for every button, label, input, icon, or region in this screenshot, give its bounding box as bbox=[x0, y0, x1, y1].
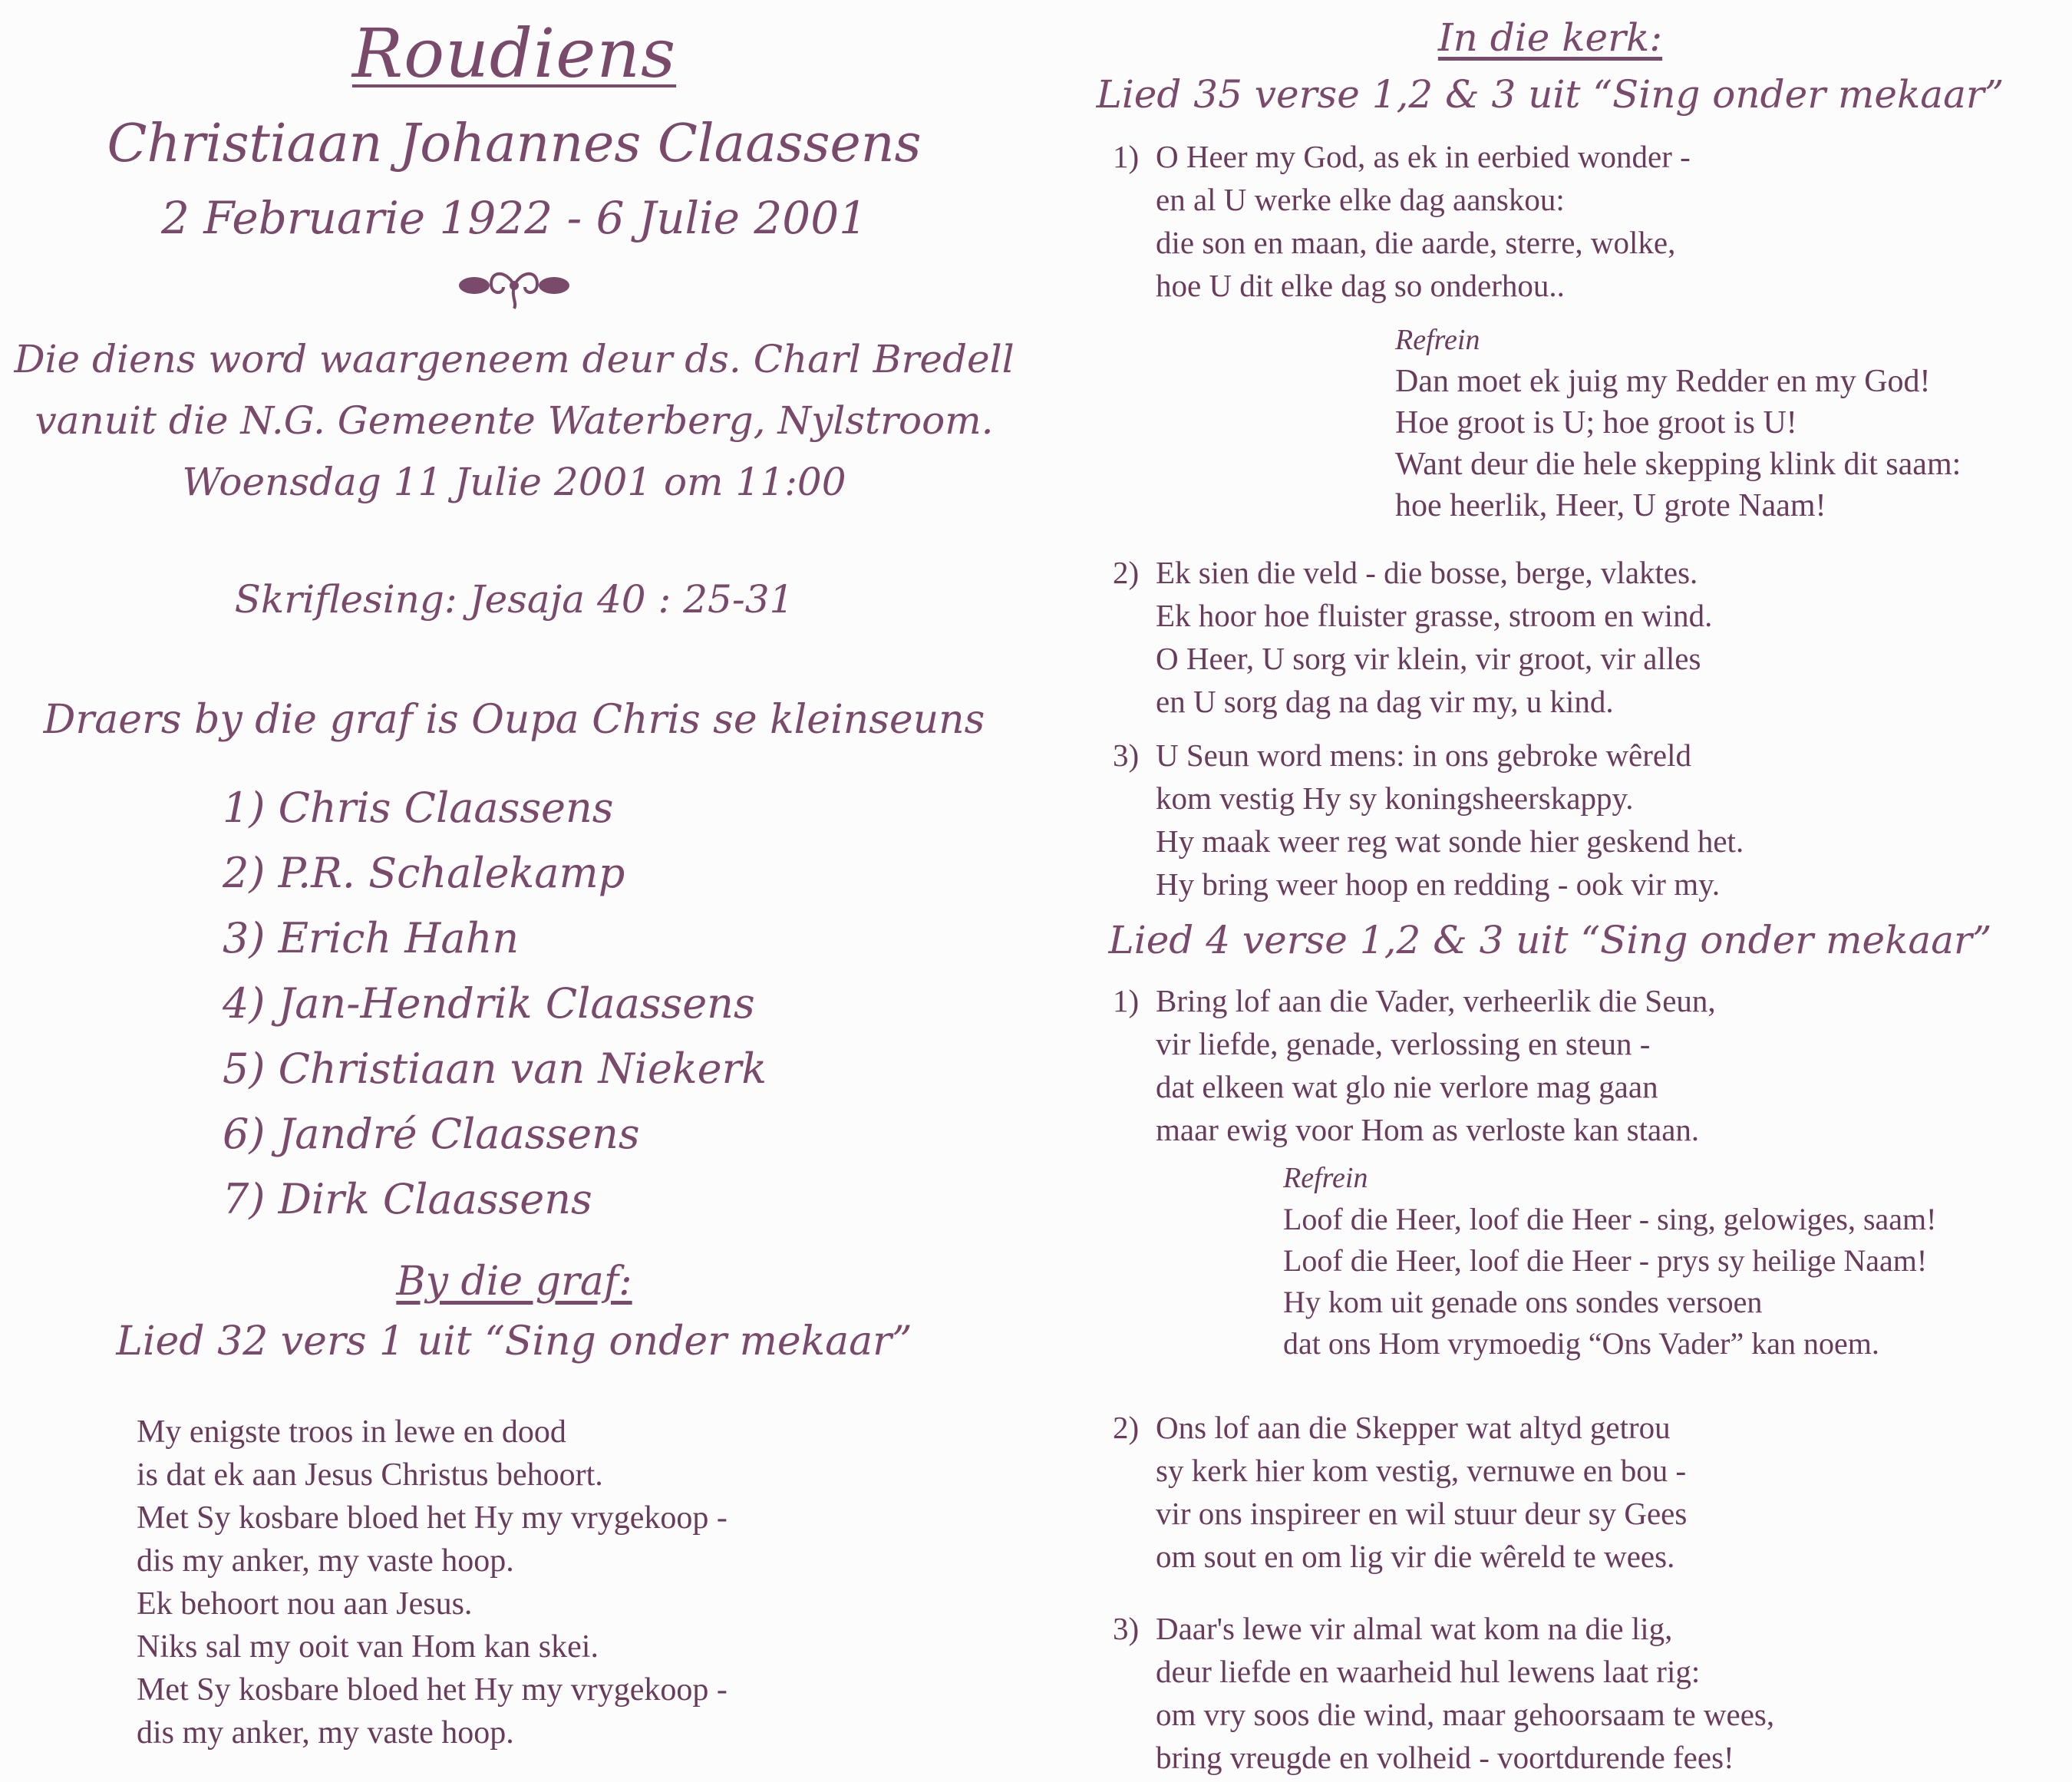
bearer-item: 7) Dirk Claassens bbox=[223, 1175, 592, 1223]
verse-line: O Heer, U sorg vir klein, vir groot, vir alles bbox=[1156, 641, 1701, 676]
verse-number: 2) bbox=[1113, 1410, 1140, 1445]
right-page bbox=[1028, 0, 2072, 1782]
refrain-line: Hy kom uit genade ons sondes versoen bbox=[1283, 1285, 1763, 1319]
refrain-line: Dan moet ek juig my Redder en my God! bbox=[1395, 364, 1931, 399]
verse-line: en U sorg dag na dag vir my, u kind. bbox=[1156, 684, 1614, 719]
song35-verse-3 bbox=[1113, 734, 1744, 906]
life-dates: 2 Februarie 1922 - 6 Julie 2001 bbox=[160, 192, 868, 244]
poem-line: dis my anker, my vaste hoop. bbox=[137, 1715, 514, 1751]
service-line: Die diens word waargeneem deur ds. Charl Bredell bbox=[14, 337, 1015, 381]
refrain-line: Hoe groot is U; hoe groot is U! bbox=[1395, 405, 1797, 441]
page-title: Roudiens bbox=[351, 14, 677, 93]
bearer-item: 3) Erich Hahn bbox=[223, 914, 520, 962]
ornament-flourish-icon bbox=[0, 255, 1028, 316]
bearer-item: 6) Jandré Claassens bbox=[223, 1110, 640, 1158]
song4-refrain bbox=[1283, 1157, 1936, 1365]
song35-refrain bbox=[1395, 319, 1961, 526]
bearer-item: 2) P.R. Schalekamp bbox=[223, 849, 625, 897]
verse-line: Ons lof aan die Skepper wat altyd getrou bbox=[1156, 1410, 1671, 1445]
verse-line: U Seun word mens: in ons gebroke wêreld bbox=[1156, 738, 1692, 773]
verse-line: Hy maak weer reg wat sonde hier geskend het. bbox=[1156, 823, 1744, 859]
song4-verse-1 bbox=[1113, 979, 1716, 1151]
verse-line: Ek hoor hoe fluister grasse, stroom en wind. bbox=[1156, 598, 1713, 633]
song4-verse-3 bbox=[1113, 1607, 1774, 1779]
poem-line: Ek behoort nou aan Jesus. bbox=[137, 1586, 473, 1622]
verse-line: O Heer my God, as ek in eerbied wonder - bbox=[1156, 139, 1691, 174]
refrain-line: dat ons Hom vrymoedig “Ons Vader” kan noem. bbox=[1283, 1326, 1879, 1361]
grave-song-title: Lied 32 vers 1 uit “Sing onder mekaar” bbox=[116, 1318, 912, 1365]
verse-line: dat elkeen wat glo nie verlore mag gaan bbox=[1156, 1069, 1658, 1104]
bearer-item: 5) Christiaan van Niekerk bbox=[223, 1044, 767, 1093]
verse-line: die son en maan, die aarde, sterre, wolke, bbox=[1156, 225, 1676, 260]
poem-line: My enigste troos in lewe en dood bbox=[137, 1414, 566, 1450]
song35-verse-2 bbox=[1113, 551, 1712, 723]
refrain-line: Loof die Heer, loof die Heer - sing, gelowiges, saam! bbox=[1283, 1202, 1937, 1236]
verse-line: sy kerk hier kom vestig, vernuwe en bou - bbox=[1156, 1453, 1687, 1488]
service-details bbox=[0, 328, 1028, 513]
refrain-line: Want deur die hele skepping klink dit saam: bbox=[1395, 447, 1961, 482]
verse-line: om vry soos die wind, maar gehoorsaam te wees, bbox=[1156, 1697, 1775, 1732]
bearers-heading: Draers by die graf is Oupa Chris se kleinseuns bbox=[43, 697, 985, 743]
service-line: vanuit die N.G. Gemeente Waterberg, Nylstroom. bbox=[35, 398, 994, 443]
verse-line: maar ewig voor Hom as verloste kan staan. bbox=[1156, 1112, 1700, 1147]
refrain-label: Refrein bbox=[1395, 324, 1480, 356]
song4-verse-2 bbox=[1113, 1406, 1687, 1578]
refrain-line: hoe heerlik, Heer, U grote Naam! bbox=[1395, 488, 1826, 523]
song35-verse-1 bbox=[1113, 135, 1691, 307]
verse-line: en al U werke elke dag aanskou: bbox=[1156, 182, 1565, 217]
verse-line: vir ons inspireer en wil stuur deur sy Gees bbox=[1156, 1496, 1688, 1531]
refrain-line: Loof die Heer, loof die Heer - prys sy heilige Naam! bbox=[1283, 1243, 1928, 1278]
left-page bbox=[0, 0, 1028, 1782]
church-heading: In die kerk: bbox=[1437, 15, 1663, 60]
verse-line: om sout en om lig vir die wêreld te wees. bbox=[1156, 1539, 1675, 1574]
bearer-item: 4) Jan-Hendrik Claassens bbox=[223, 979, 755, 1028]
poem-line: is dat ek aan Jesus Christus behoort. bbox=[137, 1457, 603, 1493]
verse-line: deur liefde en waarheid hul lewens laat rig: bbox=[1156, 1654, 1701, 1689]
verse-number: 3) bbox=[1113, 738, 1140, 773]
poem-line: dis my anker, my vaste hoop. bbox=[137, 1543, 514, 1579]
verse-line: Hy bring weer hoop en redding - ook vir my. bbox=[1156, 866, 1721, 902]
verse-number: 2) bbox=[1113, 555, 1140, 590]
poem-line: Met Sy kosbare bloed het Hy my vrygekoop - bbox=[137, 1672, 728, 1708]
bearers-list bbox=[223, 775, 767, 1232]
scripture-reading: Skriflesing: Jesaja 40 : 25-31 bbox=[234, 577, 794, 622]
poem-line: Niks sal my ooit van Hom kan skei. bbox=[137, 1629, 599, 1665]
bearer-item: 1) Chris Claassens bbox=[223, 784, 614, 832]
verse-line: Daar's lewe vir almal wat kom na die lig, bbox=[1156, 1611, 1673, 1646]
poem-line: Met Sy kosbare bloed het Hy my vrygekoop - bbox=[137, 1500, 728, 1536]
service-line: Woensdag 11 Julie 2001 om 11:00 bbox=[182, 460, 846, 504]
verse-line: bring vreugde en volheid - voortdurende fees! bbox=[1156, 1740, 1734, 1775]
verse-line: kom vestig Hy sy koningsheerskappy. bbox=[1156, 780, 1634, 816]
grave-poem bbox=[137, 1411, 728, 1754]
verse-number: 1) bbox=[1113, 139, 1140, 174]
song4-title: Lied 4 verse 1,2 & 3 uit “Sing onder mekaar” bbox=[1108, 918, 1992, 962]
verse-number: 3) bbox=[1113, 1611, 1140, 1646]
refrain-label: Refrein bbox=[1283, 1162, 1368, 1194]
verse-line: hoe U dit elke dag so onderhou.. bbox=[1156, 268, 1565, 303]
song35-title: Lied 35 verse 1,2 & 3 uit “Sing onder mekaar” bbox=[1096, 72, 2004, 117]
verse-line: Bring lof aan die Vader, verheerlik die Seun, bbox=[1156, 983, 1716, 1018]
verse-line: Ek sien die veld - die bosse, berge, vlaktes. bbox=[1156, 555, 1698, 590]
verse-line: vir liefde, genade, verlossing en steun - bbox=[1156, 1026, 1651, 1061]
deceased-name: Christiaan Johannes Claassens bbox=[107, 114, 922, 174]
grave-heading: By die graf: bbox=[396, 1259, 632, 1305]
verse-number: 1) bbox=[1113, 983, 1140, 1018]
